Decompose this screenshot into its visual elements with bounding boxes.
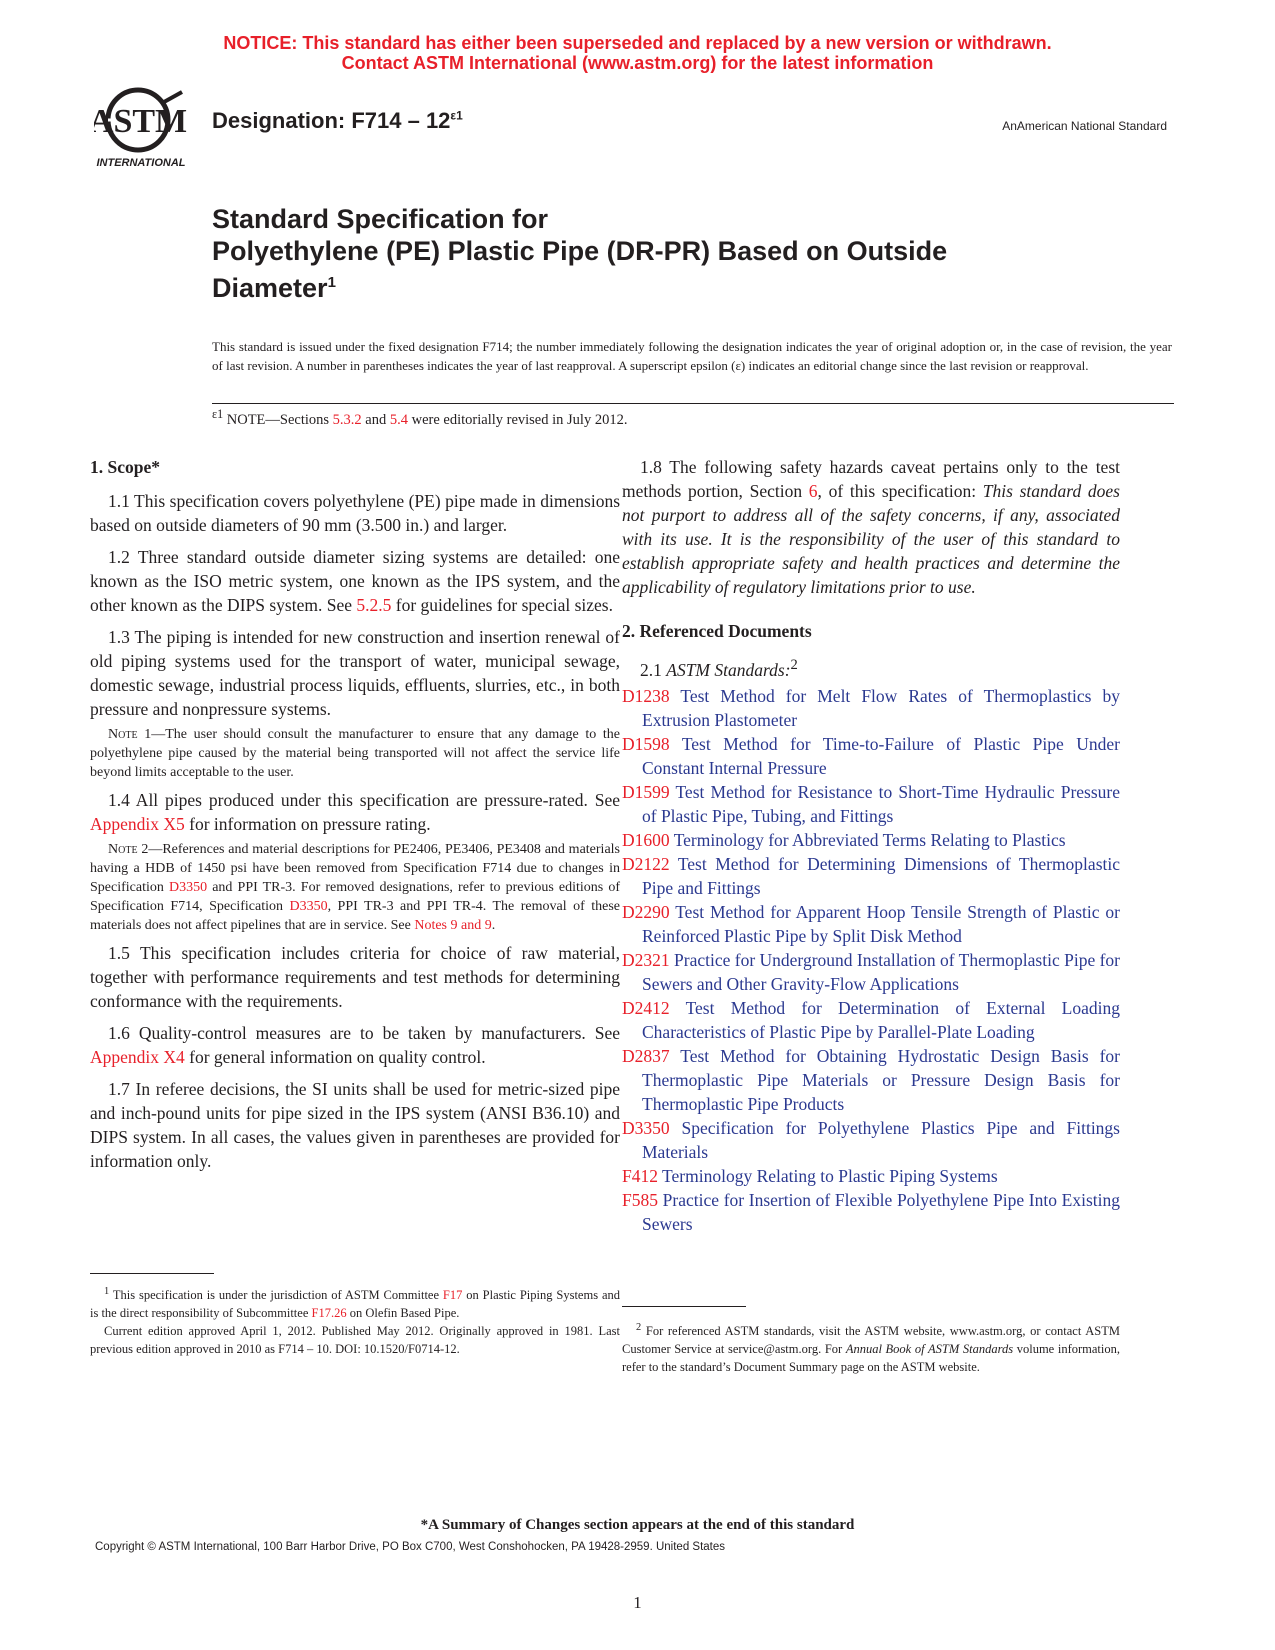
astm-logo-mark	[94, 86, 196, 172]
astm-logo	[94, 86, 196, 172]
para-1-8-text-a: 1.8 The following safety hazards caveat pertains only to the test methods portion, Section	[622, 457, 1120, 501]
footnote-1-text-b: on Plastic Piping Systems and is the direct responsibility of Subcommittee	[90, 1288, 620, 1321]
subheading-number: 2.1	[640, 659, 667, 680]
link-appendix-x4[interactable]: Appendix X4	[90, 1047, 185, 1067]
para-1-2-text-b: for guidelines for special sizes.	[391, 595, 613, 615]
subheading-label: ASTM Standards:	[666, 659, 791, 680]
note-2-label: Note	[108, 842, 138, 857]
para-1-3: 1.3 The piping is intended for new construction and insertion renewal of old piping systems used for the transport of water, municipal sewage, domestic sewage, industrial process liquids, effluents, slurries, etc., in both pressure and nonpressure systems.	[90, 627, 620, 719]
link-section-6[interactable]: 6	[808, 481, 818, 501]
reference-item[interactable]	[622, 1044, 1120, 1116]
issuance-statement: This standard is issued under the fixed designation F714; the number immediately following the designation indicates the year of original adoption or, in the case of revision, the year of last revision. A number in parentheses indicates the year of last reapproval. A superscript epsilon (ε) indicates an editorial change since the last revision or reapproval.	[212, 339, 1172, 373]
footnote-2-marker: 2	[636, 1322, 642, 1333]
link-notes-9[interactable]: Notes 9 and 9	[414, 918, 492, 933]
astm-standards-subheading	[622, 653, 1120, 682]
editorial-note	[212, 407, 627, 429]
reference-title[interactable]: Test Method for Melt Flow Rates of Thermoplastics by Extrusion Plastometer	[642, 685, 1120, 730]
note-2-text-d: .	[491, 918, 496, 933]
reference-code[interactable]: F412	[622, 1165, 658, 1186]
subheading-footnote-ref: 2	[790, 657, 798, 673]
reference-title[interactable]: Test Method for Obtaining Hydrostatic Design Basis for Thermoplastic Pipe Materials or Pressure Design Basis for Thermoplastic Pipe Products	[642, 1045, 1120, 1114]
reference-title[interactable]: Test Method for Determination of External Loading Characteristics of Plastic Pipe by Parallel-Plate Loading	[642, 997, 1120, 1042]
link-d3350-note-2[interactable]: D3350	[289, 899, 328, 914]
reference-title[interactable]: Test Method for Determining Dimensions of Thermoplastic Pipe and Fittings	[642, 853, 1120, 898]
para-1-5: 1.5 This specification includes criteria for choice of raw material, together with performance requirements and test methods for determining conformance with the requirements.	[90, 943, 620, 1011]
title-line-3: Diameter	[212, 273, 328, 303]
note-1-label: Note	[108, 727, 138, 742]
american-national-standard-label: AnAmerican National Standard	[1002, 119, 1167, 133]
reference-item[interactable]	[622, 1116, 1120, 1164]
svg-text:ASTM: ASTM	[94, 103, 188, 140]
designation-epsilon: ε1	[450, 108, 463, 123]
reference-title[interactable]: Terminology Relating to Plastic Piping Systems	[657, 1165, 998, 1186]
note-1	[90, 725, 620, 782]
safety-caveat: This standard does not purport to address all of the safety concerns, if any, associated with its use. It is the responsibility of the user of this standard to establish appropriate safety and health practices and determine the applicability of regulatory limitations prior to use.	[622, 481, 1120, 597]
para-1-4-text-a: 1.4 All pipes produced under this specification are pressure-rated. See	[108, 790, 620, 810]
footnote-2-italic: Annual Book of ASTM Standards	[845, 1342, 1014, 1357]
right-column	[622, 455, 1120, 1236]
reference-code[interactable]: D2412	[622, 997, 670, 1018]
section-2-heading: 2. Referenced Documents	[622, 621, 812, 641]
editorial-text-a: NOTE—Sections	[223, 411, 333, 428]
designation	[212, 108, 463, 134]
footnote-2-text-a: For referenced ASTM standards, visit the ASTM website, www.astm.org, or contact ASTM Customer Service at service@astm.org. For	[622, 1324, 1120, 1357]
summary-of-changes-note: *A Summary of Changes section appears at the end of this standard	[420, 1517, 855, 1533]
link-5-4[interactable]: 5.4	[389, 411, 408, 428]
reference-item[interactable]	[622, 852, 1120, 900]
section-1-heading: 1. Scope*	[90, 457, 160, 477]
reference-code[interactable]: D1238	[622, 685, 670, 706]
note-2-text-a: 2—References and material descriptions for PE2406, PE3406, PE3408 and materials having a HDB of 1450 psi have been removed from Specification F714 due to changes in Specification	[90, 842, 620, 895]
reference-item[interactable]	[622, 780, 1120, 828]
left-column	[90, 455, 620, 1181]
reference-title[interactable]: Specification for Polyethylene Plastics Pipe and Fittings Materials	[642, 1117, 1120, 1162]
footnote-2-text-b: volume information, refer to the standard’s Document Summary page on the ASTM website.	[622, 1342, 1120, 1375]
reference-item[interactable]	[622, 684, 1120, 732]
reference-item[interactable]	[622, 900, 1120, 948]
copyright-line: Copyright © ASTM International, 100 Barr Harbor Drive, PO Box C700, West Conshohocken, PA 19428-2959. United States	[95, 1541, 726, 1553]
reference-code[interactable]: D3350	[622, 1117, 670, 1138]
reference-item[interactable]	[622, 996, 1120, 1044]
footnote-divider-right	[622, 1306, 746, 1307]
reference-list	[622, 684, 1120, 1236]
para-1-2-text-a: 1.2 Three standard outside diameter sizing systems are detailed: one known as the ISO metric system, one known as the IPS system, and the other known as the DIPS system. See	[90, 547, 620, 615]
reference-code[interactable]: D2290	[622, 901, 670, 922]
reference-title[interactable]: Test Method for Apparent Hoop Tensile Strength of Plastic or Reinforced Plastic Pipe by Split Disk Method	[642, 901, 1120, 946]
para-1-6-text-b: for general information on quality control.	[184, 1047, 486, 1067]
reference-code[interactable]: F585	[622, 1189, 658, 1210]
reference-item[interactable]	[622, 1188, 1120, 1236]
para-1-6	[90, 1021, 620, 1069]
para-1-1: 1.1 This specification covers polyethylene (PE) pipe made in dimensions based on outside diameters of 90 mm (3.500 in.) and larger.	[90, 491, 620, 535]
reference-code[interactable]: D1600	[622, 829, 670, 850]
reference-code[interactable]: D1599	[622, 781, 670, 802]
editorial-text-c: were editorially revised in July 2012.	[407, 411, 628, 428]
withdrawn-notice	[0, 33, 1275, 73]
reference-title[interactable]: Terminology for Abbreviated Terms Relating to Plastics	[669, 829, 1066, 850]
para-1-8	[622, 455, 1120, 599]
note-2-text-c: , PPI TR-3 and PPI TR-4. The removal of these materials does not affect pipelines that are in service. See	[90, 899, 620, 933]
link-5-3-2[interactable]: 5.3.2	[332, 411, 362, 428]
notice-line-1: NOTICE: This standard has either been superseded and replaced by a new version or withdrawn.	[223, 33, 1052, 53]
para-1-6-text-a: 1.6 Quality-control measures are to be taken by manufacturers. See	[108, 1023, 620, 1043]
title-line-1: Standard Specification for	[212, 204, 549, 234]
para-1-2	[90, 545, 620, 617]
document-title	[212, 203, 1112, 304]
reference-title[interactable]: Practice for Insertion of Flexible Polyethylene Pipe Into Existing Sewers	[642, 1189, 1120, 1234]
note-1-text: 1—The user should consult the manufacturer to ensure that any damage to the polyethylene pipe caused by the material being transported will not affect the service life beyond limits acceptable to the user.	[90, 727, 620, 780]
designation-label: Designation: F714 – 12	[212, 108, 451, 133]
reference-title[interactable]: Test Method for Resistance to Short-Time Hydraulic Pressure of Plastic Pipe, Tubing, and Fittings	[642, 781, 1120, 826]
para-1-4-text-b: for information on pressure rating.	[184, 814, 431, 834]
footnote-1-para-1	[90, 1283, 620, 1322]
reference-item[interactable]	[622, 948, 1120, 996]
link-appendix-x5[interactable]: Appendix X5	[90, 814, 185, 834]
para-1-4	[90, 788, 620, 836]
reference-title[interactable]: Practice for Underground Installation of Thermoplastic Pipe for Sewers and Other Gravity-Flow Applications	[642, 949, 1120, 994]
reference-item[interactable]	[622, 732, 1120, 780]
reference-item[interactable]	[622, 1164, 1120, 1188]
footnote-1-para-2: Current edition approved April 1, 2012. Published May 2012. Originally approved in 1981. Last previous edition approved in 2010 as F714 – 10. DOI: 10.1520/F0714-12.	[90, 1324, 620, 1357]
footnote-1	[90, 1283, 620, 1358]
link-f17-26[interactable]: F17.26	[311, 1306, 347, 1321]
footnote-1-text-a: This specification is under the jurisdiction of ASTM Committee	[109, 1288, 443, 1303]
reference-code[interactable]: D2122	[622, 853, 670, 874]
reference-code[interactable]: D2321	[622, 949, 670, 970]
link-f17[interactable]: F17	[442, 1288, 463, 1303]
title-line-2: Polyethylene (PE) Plastic Pipe (DR-PR) Based on Outside	[212, 236, 948, 266]
para-1-7: 1.7 In referee decisions, the SI units shall be used for metric-sized pipe and inch-pound units for pipe sized in the IPS system (ANSI B36.10) and DIPS system. In all cases, the values given in parentheses are provided for information only.	[90, 1079, 620, 1171]
footnote-2	[622, 1319, 1120, 1376]
page-number: 1	[633, 1593, 642, 1612]
footnote-1-text-c: on Olefin Based Pipe.	[346, 1306, 460, 1321]
footnote-2-para	[622, 1319, 1120, 1376]
logo-subtitle: INTERNATIONAL	[96, 157, 186, 169]
note-2	[90, 840, 620, 935]
link-d3350-note[interactable]: D3350	[168, 880, 208, 895]
header-divider	[212, 403, 1174, 404]
reference-code[interactable]: D1598	[622, 733, 670, 754]
para-1-8-text-b: , of this specification:	[817, 481, 983, 501]
note-2-text-b: and PPI TR-3. For removed designations, refer to previous editions of Specification F714, Specification	[90, 880, 620, 914]
notice-line-2: Contact ASTM International (www.astm.org) for the latest information	[341, 53, 934, 73]
editorial-epsilon: ε1	[212, 407, 224, 421]
reference-code[interactable]: D2837	[622, 1045, 670, 1066]
footnote-1-marker: 1	[104, 1286, 110, 1297]
reference-item[interactable]	[622, 828, 1120, 852]
link-5-2-5[interactable]: 5.2.5	[356, 595, 392, 615]
editorial-text-b: and	[361, 411, 390, 428]
title-footnote-ref: 1	[327, 274, 336, 291]
reference-title[interactable]: Test Method for Time-to-Failure of Plastic Pipe Under Constant Internal Pressure	[642, 733, 1120, 778]
footnote-divider-left	[90, 1273, 214, 1274]
